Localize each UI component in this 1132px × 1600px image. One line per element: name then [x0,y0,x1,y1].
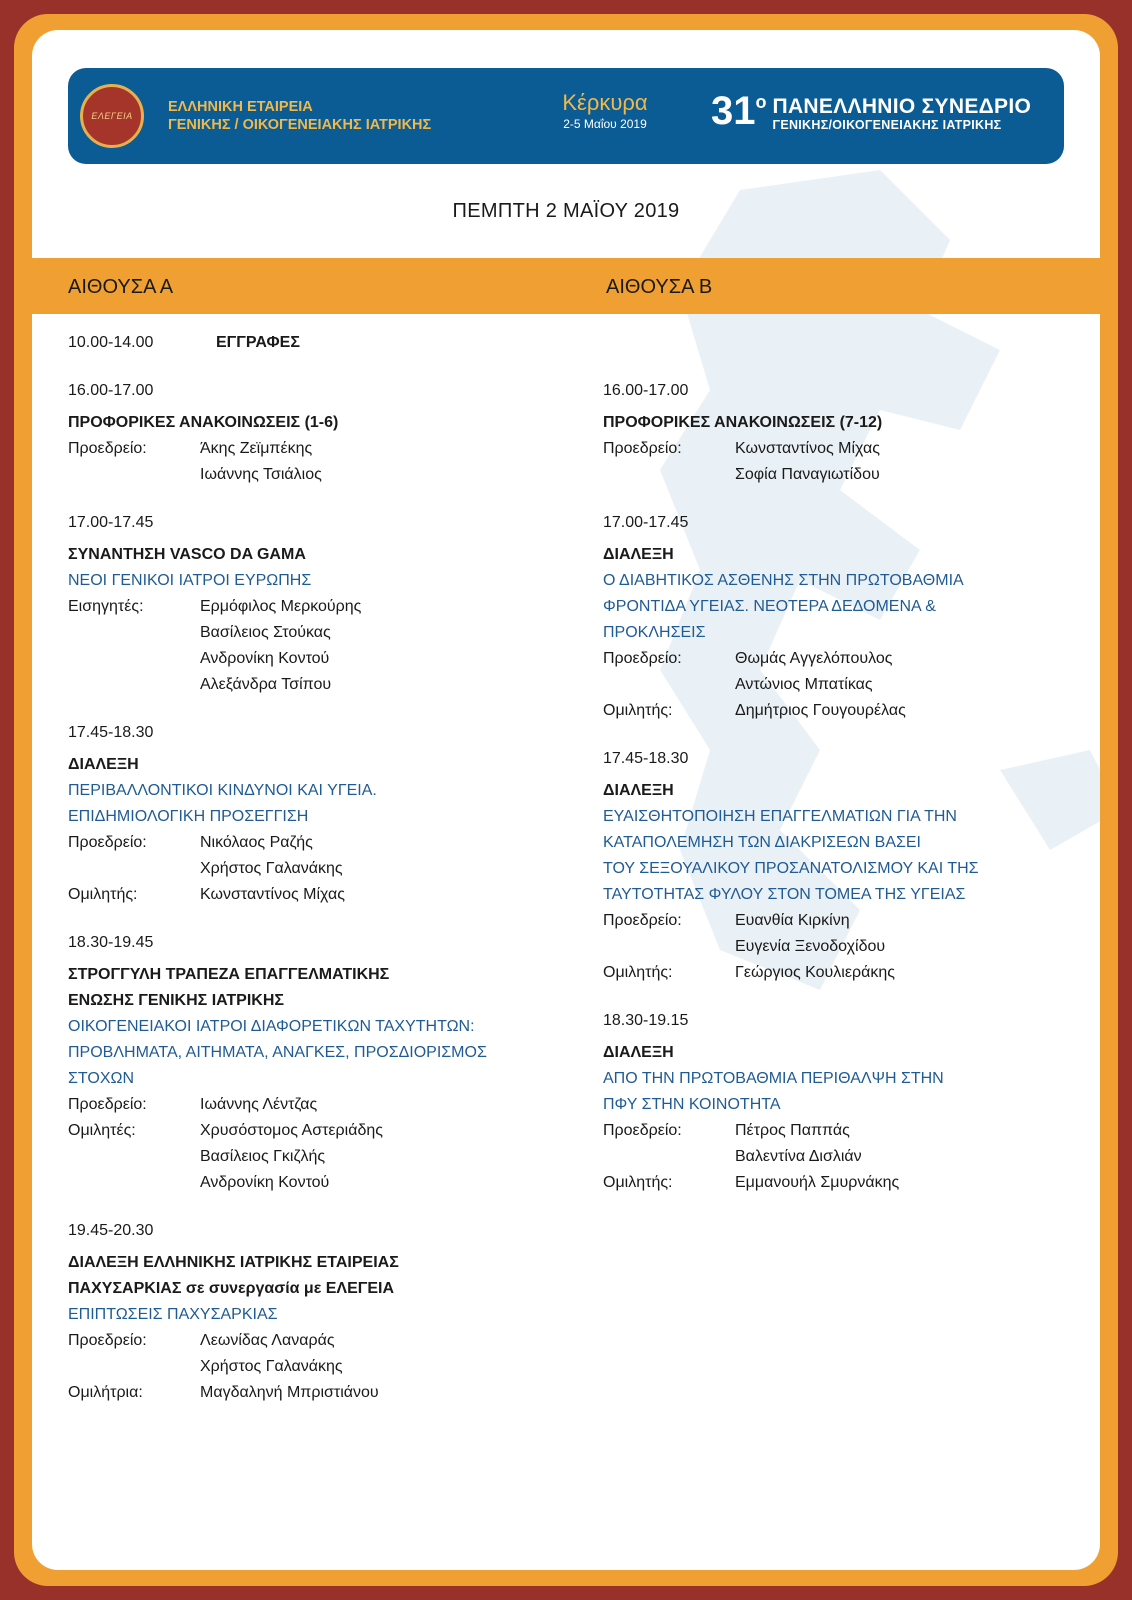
session-time: 18.30-19.15 [603,1012,689,1029]
session-subtitle: ΑΠΟ ΤΗΝ ΠΡΩΤΟΒΑΘΜΙΑ ΠΕΡΙΘΑΛΨΗ ΣΤΗΝ [603,1070,944,1087]
person-name: Αντώνιος Μπατίκας [735,676,873,693]
hall-b-heading: ΑΙΘΟΥΣΑ Β [606,276,713,298]
person-name: Πέτρος Παππάς [735,1122,850,1139]
session-registration [68,330,588,356]
person-name: Χρυσόστομος Αστεριάδης [200,1122,383,1139]
person-name: Ανδρονίκη Κοντού [200,1174,330,1191]
person-name: Χρήστος Γαλανάκης [200,860,343,877]
role-label: Προεδρείο: [68,834,147,851]
session-subtitle: ΠΡΟΚΛΗΣΕΙΣ [603,624,706,641]
congress-ordinal: ο [755,92,767,112]
congress-dates: 2-5 Μαΐου 2019 [563,117,647,131]
person-name: Κωνσταντίνος Μίχας [200,886,345,903]
session-subtitle: ΕΠΙΔΗΜΙΟΛΟΓΙΚΗ ΠΡΟΣΕΓΓΙΣΗ [68,808,309,825]
session-subtitle: ΦΡΟΝΤΙΔΑ ΥΓΕΙΑΣ. ΝΕΟΤΕΡΑ ΔΕΔΟΜΕΝΑ & [603,598,936,615]
person-name: Λεωνίδας Λαναράς [200,1332,335,1349]
session-time: 17.00-17.45 [603,514,689,531]
session-time: 19.45-20.30 [68,1222,154,1239]
congress-number: 31 [711,89,756,133]
session-title: ΕΓΓΡΑΦΕΣ [216,334,300,351]
role-label: Προεδρείο: [603,912,682,929]
person-name: Εμμανουήλ Σμυρνάκης [735,1174,900,1191]
session-title: ΔΙΑΛΕΞΗ [68,756,139,773]
hall-b-column [603,330,1073,1210]
session-subtitle: ΠΦΥ ΣΤΗΝ ΚΟΙΝΟΤΗΤΑ [603,1096,781,1113]
session-title: ΔΙΑΛΕΞΗ [603,546,674,563]
session-title: ΔΙΑΛΕΞΗ [603,1044,674,1061]
day-title: ΠΕΜΠΤΗ 2 ΜΑΪΟΥ 2019 [452,200,680,222]
society-line-2: ΓΕΝΙΚΗΣ / ΟΙΚΟΓΕΝΕΙΑΚΗΣ ΙΑΤΡΙΚΗΣ [168,117,432,133]
role-label: Προεδρείο: [68,1096,147,1113]
session-time: 17.45-18.30 [68,724,154,741]
session-subtitle: Ο ΔΙΑΒΗΤΙΚΟΣ ΑΣΘΕΝΗΣ ΣΤΗΝ ΠΡΩΤΟΒΑΘΜΙΑ [603,572,964,589]
program-sheet [32,30,1100,1570]
society-line-1: ΕΛΛΗΝΙΚΗ ΕΤΑΙΡΕΙΑ [168,99,313,115]
congress-line-1: ΠΑΝΕΛΛΗΝΙΟ ΣΥΝΕΔΡΙΟ [772,95,1032,118]
session-subtitle: ΠΕΡΙΒΑΛΛΟΝΤΙΚΟΙ ΚΙΝΔΥΝΟΙ ΚΑΙ ΥΓΕΙΑ. [68,782,377,799]
hall-a-heading: ΑΙΘΟΥΣΑ Α [68,276,174,298]
venue [545,90,665,132]
person-name: Δημήτριος Γουγουρέλας [735,702,906,719]
society-logo [80,84,144,148]
session-time: 17.00-17.45 [68,514,154,531]
society-name [168,98,431,134]
session-title: ΠΡΟΦΟΡΙΚΕΣ ΑΝΑΚΟΙΝΩΣΕΙΣ (1-6) [68,414,339,431]
session-subtitle: ΕΠΙΠΤΩΣΕΙΣ ΠΑΧΥΣΑΡΚΙΑΣ [68,1306,278,1323]
person-name: Θωμάς Αγγελόπουλος [735,650,893,667]
person-name: Άκης Ζεϊμπέκης [200,440,313,457]
role-label: Ομιλητές: [68,1122,136,1139]
role-label: Προεδρείο: [68,1332,147,1349]
session-b1 [603,378,1073,488]
session-a4 [68,930,588,1196]
person-name: Βασίλειος Γκιζλής [200,1148,326,1165]
session-b3 [603,746,1073,986]
session-time: 16.00-17.00 [68,382,154,399]
session-time: 17.45-18.30 [603,750,689,767]
role-label: Προεδρείο: [603,1122,682,1139]
session-subtitle: ΚΑΤΑΠΟΛΕΜΗΣΗ ΤΩΝ ΔΙΑΚΡΙΣΕΩΝ ΒΑΣΕΙ [603,834,921,851]
session-a1 [68,378,588,488]
session-b4 [603,1008,1073,1196]
session-a2 [68,510,588,698]
session-title: ΔΙΑΛΕΞΗ [603,782,674,799]
role-label: Εισηγητές: [68,598,144,615]
session-time: 10.00-14.00 [68,334,154,351]
person-name: Ιωάννης Τσιάλιος [200,466,322,483]
session-subtitle: ΤΟΥ ΣΕΞΟΥΑΛΙΚΟΥ ΠΡΟΣΑΝΑΤΟΛΙΣΜΟΥ ΚΑΙ ΤΗΣ [603,860,979,877]
person-name: Σοφία Παναγιωτίδου [735,466,880,483]
session-subtitle: ΝΕΟΙ ΓΕΝΙΚΟΙ ΙΑΤΡΟΙ ΕΥΡΩΠΗΣ [68,572,312,589]
session-title: ΔΙΑΛΕΞΗ ΕΛΛΗΝΙΚΗΣ ΙΑΤΡΙΚΗΣ ΕΤΑΙΡΕΙΑΣ [68,1254,399,1271]
session-time: 16.00-17.00 [603,382,689,399]
session-title: ΠΡΟΦΟΡΙΚΕΣ ΑΝΑΚΟΙΝΩΣΕΙΣ (7-12) [603,414,883,431]
session-title: ΕΝΩΣΗΣ ΓΕΝΙΚΗΣ ΙΑΤΡΙΚΗΣ [68,992,284,1009]
person-name: Ιωάννης Λέντζας [200,1096,318,1113]
session-title: ΠΑΧΥΣΑΡΚΙΑΣ σε συνεργασία με ΕΛΕΓΕΙΑ [68,1280,395,1297]
person-name: Νικόλαος Ραζής [200,834,313,851]
role-label: Ομιλητής: [68,886,138,903]
role-label: Προεδρείο: [68,440,147,457]
hall-band [32,258,1100,314]
role-label: Ομιλήτρια: [68,1384,143,1401]
session-title: ΣΤΡΟΓΓΥΛΗ ΤΡΑΠΕΖΑ ΕΠΑΓΓΕΛΜΑΤΙΚΗΣ [68,966,390,983]
person-name: Αλεξάνδρα Τσίπου [200,676,332,693]
person-name: Ευανθία Κιρκίνη [735,912,850,929]
person-name: Χρήστος Γαλανάκης [200,1358,343,1375]
city-name: Κέρκυρα [562,90,648,115]
person-name: Μαγδαληνή Μπριστιάνου [200,1384,379,1401]
hall-a-column [68,330,588,1420]
person-name: Ευγενία Ξενοδοχίδου [735,938,886,955]
role-label: Ομιλητής: [603,964,673,981]
role-label: Προεδρείο: [603,650,682,667]
session-b2 [603,510,1073,724]
session-a3 [68,720,588,908]
role-label: Ομιλητής: [603,1174,673,1191]
person-name: Γεώργιος Κουλιεράκης [735,964,895,981]
session-subtitle: ΣΤΟΧΩΝ [68,1070,135,1087]
session-time: 18.30-19.45 [68,934,154,951]
session-subtitle: ΕΥΑΙΣΘΗΤΟΠΟΙΗΣΗ ΕΠΑΓΓΕΛΜΑΤΙΩΝ ΓΙΑ ΤΗΝ [603,808,957,825]
congress-line-2: ΓΕΝΙΚΗΣ/ΟΙΚΟΓΕΝΕΙΑΚΗΣ ΙΑΤΡΙΚΗΣ [772,118,1002,132]
session-subtitle: ΤΑΥΤΟΤΗΤΑΣ ΦΥΛΟΥ ΣΤΟΝ ΤΟΜΕΑ ΤΗΣ ΥΓΕΙΑΣ [603,886,966,903]
person-name: Βασίλειος Στούκας [200,624,331,641]
session-subtitle: ΟΙΚΟΓΕΝΕΙΑΚΟΙ ΙΑΤΡΟΙ ΔΙΑΦΟΡΕΤΙΚΩΝ ΤΑΧΥΤΗΤΩΝ: [68,1018,475,1035]
person-name: Ερμόφιλος Μερκούρης [200,598,362,615]
person-name: Ανδρονίκη Κοντού [200,650,330,667]
person-name: Βαλεντίνα Δισλιάν [735,1148,862,1165]
session-subtitle: ΠΡΟΒΛΗΜΑΤΑ, ΑΙΤΗΜΑΤΑ, ΑΝΑΓΚΕΣ, ΠΡΟΣΔΙΟΡΙΣΜΟΣ [68,1044,487,1061]
header-banner [68,68,1064,164]
session-title: ΣΥΝΑΝΤΗΣΗ VASCO DA GAMA [68,546,306,563]
role-label: Ομιλητής: [603,702,673,719]
logo-text: ΕΛΕΓΕΙΑ [91,111,133,121]
congress-title [711,90,1031,133]
session-a5 [68,1218,588,1406]
person-name: Κωνσταντίνος Μίχας [735,440,880,457]
role-label: Προεδρείο: [603,440,682,457]
